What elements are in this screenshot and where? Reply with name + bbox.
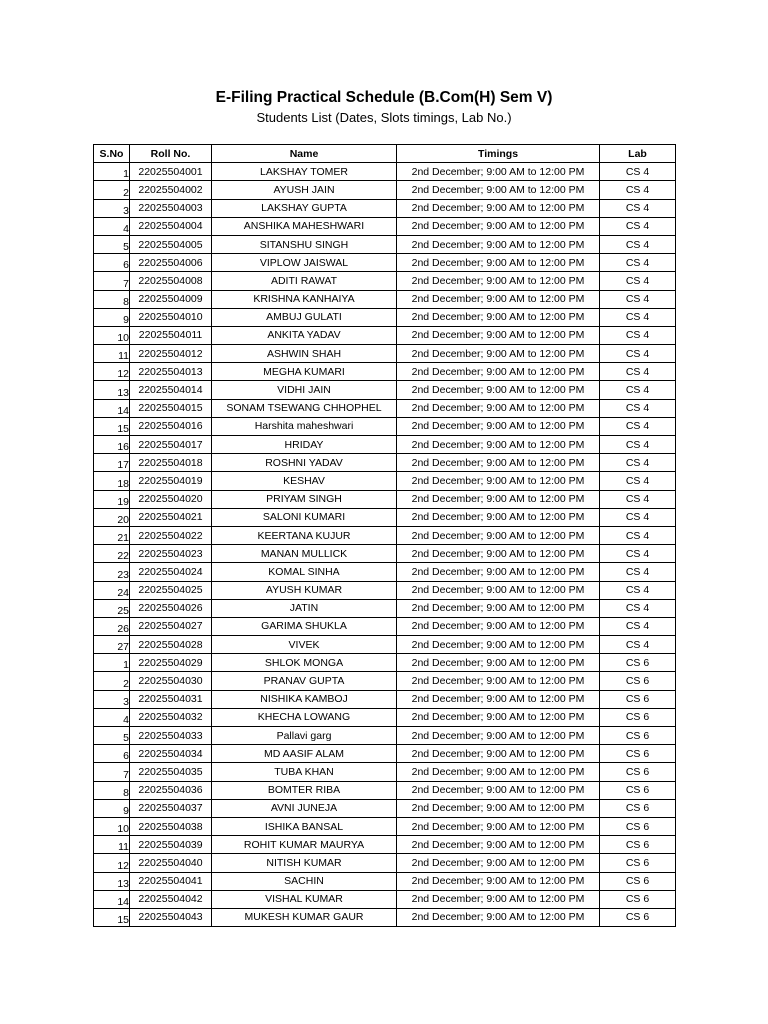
- cell-name: ANSHIKA MAHESHWARI: [212, 217, 397, 235]
- table-row: [94, 617, 676, 635]
- cell-timings: 2nd December; 9:00 AM to 12:00 PM: [397, 654, 600, 672]
- table-row: [94, 836, 676, 854]
- cell-sno: 6: [94, 254, 130, 272]
- table-row: [94, 308, 676, 326]
- cell-roll-no: 22025504028: [130, 636, 212, 654]
- cell-timings: 2nd December; 9:00 AM to 12:00 PM: [397, 563, 600, 581]
- cell-timings: 2nd December; 9:00 AM to 12:00 PM: [397, 417, 600, 435]
- table-row: [94, 654, 676, 672]
- table-row: [94, 781, 676, 799]
- cell-lab: CS 6: [600, 890, 676, 908]
- cell-lab: CS 6: [600, 781, 676, 799]
- cell-sno: 26: [94, 617, 130, 635]
- cell-lab: CS 6: [600, 908, 676, 926]
- cell-roll-no: 22025504012: [130, 345, 212, 363]
- cell-timings: 2nd December; 9:00 AM to 12:00 PM: [397, 508, 600, 526]
- cell-lab: CS 6: [600, 763, 676, 781]
- table-row: [94, 417, 676, 435]
- cell-sno: 5: [94, 727, 130, 745]
- cell-timings: 2nd December; 9:00 AM to 12:00 PM: [397, 326, 600, 344]
- cell-timings: 2nd December; 9:00 AM to 12:00 PM: [397, 890, 600, 908]
- cell-name: HRIDAY: [212, 436, 397, 454]
- cell-timings: 2nd December; 9:00 AM to 12:00 PM: [397, 363, 600, 381]
- cell-name: ANKITA YADAV: [212, 326, 397, 344]
- cell-timings: 2nd December; 9:00 AM to 12:00 PM: [397, 381, 600, 399]
- header-name: Name: [212, 145, 397, 163]
- cell-name: ISHIKA BANSAL: [212, 817, 397, 835]
- cell-timings: 2nd December; 9:00 AM to 12:00 PM: [397, 490, 600, 508]
- cell-roll-no: 22025504024: [130, 563, 212, 581]
- cell-sno: 6: [94, 745, 130, 763]
- cell-sno: 13: [94, 381, 130, 399]
- cell-name: AYUSH KUMAR: [212, 581, 397, 599]
- table-row: [94, 727, 676, 745]
- document-subtitle: Students List (Dates, Slots timings, Lab No.): [256, 110, 512, 125]
- cell-lab: CS 4: [600, 326, 676, 344]
- table-row: [94, 472, 676, 490]
- cell-lab: CS 6: [600, 872, 676, 890]
- cell-roll-no: 22025504001: [130, 163, 212, 181]
- cell-lab: CS 6: [600, 690, 676, 708]
- cell-sno: 21: [94, 526, 130, 544]
- cell-timings: 2nd December; 9:00 AM to 12:00 PM: [397, 254, 600, 272]
- cell-name: SALONI KUMARI: [212, 508, 397, 526]
- cell-name: NITISH KUMAR: [212, 854, 397, 872]
- cell-timings: 2nd December; 9:00 AM to 12:00 PM: [397, 763, 600, 781]
- cell-roll-no: 22025504023: [130, 545, 212, 563]
- cell-lab: CS 4: [600, 345, 676, 363]
- cell-timings: 2nd December; 9:00 AM to 12:00 PM: [397, 908, 600, 926]
- header-row: [94, 145, 676, 163]
- cell-name: KEERTANA KUJUR: [212, 526, 397, 544]
- cell-name: JATIN: [212, 599, 397, 617]
- cell-roll-no: 22025504018: [130, 454, 212, 472]
- cell-timings: 2nd December; 9:00 AM to 12:00 PM: [397, 436, 600, 454]
- cell-name: KOMAL SINHA: [212, 563, 397, 581]
- cell-timings: 2nd December; 9:00 AM to 12:00 PM: [397, 399, 600, 417]
- table-row: [94, 890, 676, 908]
- cell-roll-no: 22025504008: [130, 272, 212, 290]
- cell-sno: 10: [94, 326, 130, 344]
- cell-roll-no: 22025504029: [130, 654, 212, 672]
- cell-sno: 15: [94, 908, 130, 926]
- cell-lab: CS 6: [600, 799, 676, 817]
- cell-roll-no: 22025504021: [130, 508, 212, 526]
- cell-timings: 2nd December; 9:00 AM to 12:00 PM: [397, 708, 600, 726]
- table-row: [94, 454, 676, 472]
- cell-sno: 2: [94, 181, 130, 199]
- cell-timings: 2nd December; 9:00 AM to 12:00 PM: [397, 290, 600, 308]
- cell-sno: 14: [94, 399, 130, 417]
- cell-sno: 23: [94, 563, 130, 581]
- table-row: [94, 581, 676, 599]
- cell-timings: 2nd December; 9:00 AM to 12:00 PM: [397, 636, 600, 654]
- table-row: [94, 217, 676, 235]
- cell-name: TUBA KHAN: [212, 763, 397, 781]
- table-row: [94, 363, 676, 381]
- cell-lab: CS 4: [600, 363, 676, 381]
- cell-lab: CS 4: [600, 235, 676, 253]
- header-timings: Timings: [397, 145, 600, 163]
- cell-roll-no: 22025504005: [130, 235, 212, 253]
- cell-name: VISHAL KUMAR: [212, 890, 397, 908]
- cell-lab: CS 4: [600, 399, 676, 417]
- cell-name: ROHIT KUMAR MAURYA: [212, 836, 397, 854]
- cell-roll-no: 22025504035: [130, 763, 212, 781]
- table-row: [94, 181, 676, 199]
- cell-sno: 3: [94, 199, 130, 217]
- cell-roll-no: 22025504016: [130, 417, 212, 435]
- header-lab: Lab: [600, 145, 676, 163]
- cell-roll-no: 22025504040: [130, 854, 212, 872]
- cell-lab: CS 6: [600, 708, 676, 726]
- table-row: [94, 854, 676, 872]
- cell-name: SITANSHU SINGH: [212, 235, 397, 253]
- cell-sno: 27: [94, 636, 130, 654]
- table-row: [94, 763, 676, 781]
- cell-timings: 2nd December; 9:00 AM to 12:00 PM: [397, 181, 600, 199]
- table-row: [94, 908, 676, 926]
- cell-sno: 15: [94, 417, 130, 435]
- cell-name: SHLOK MONGA: [212, 654, 397, 672]
- cell-name: Harshita maheshwari: [212, 417, 397, 435]
- table-row: [94, 199, 676, 217]
- cell-sno: 13: [94, 872, 130, 890]
- cell-lab: CS 4: [600, 272, 676, 290]
- cell-name: Pallavi garg: [212, 727, 397, 745]
- cell-roll-no: 22025504014: [130, 381, 212, 399]
- cell-lab: CS 4: [600, 636, 676, 654]
- cell-roll-no: 22025504015: [130, 399, 212, 417]
- cell-sno: 14: [94, 890, 130, 908]
- cell-lab: CS 4: [600, 163, 676, 181]
- cell-name: SACHIN: [212, 872, 397, 890]
- cell-name: ASHWIN SHAH: [212, 345, 397, 363]
- cell-name: AYUSH JAIN: [212, 181, 397, 199]
- table-row: [94, 399, 676, 417]
- cell-name: PRANAV GUPTA: [212, 672, 397, 690]
- cell-roll-no: 22025504042: [130, 890, 212, 908]
- cell-lab: CS 4: [600, 417, 676, 435]
- cell-lab: CS 4: [600, 254, 676, 272]
- cell-name: ADITI RAWAT: [212, 272, 397, 290]
- cell-timings: 2nd December; 9:00 AM to 12:00 PM: [397, 672, 600, 690]
- cell-lab: CS 4: [600, 199, 676, 217]
- cell-roll-no: 22025504027: [130, 617, 212, 635]
- cell-sno: 12: [94, 363, 130, 381]
- table-row: [94, 508, 676, 526]
- cell-sno: 11: [94, 345, 130, 363]
- header-roll-no: Roll No.: [130, 145, 212, 163]
- document-title: E-Filing Practical Schedule (B.Com(H) Sem V): [215, 89, 553, 106]
- cell-roll-no: 22025504009: [130, 290, 212, 308]
- cell-lab: CS 4: [600, 181, 676, 199]
- table-row: [94, 235, 676, 253]
- cell-sno: 2: [94, 672, 130, 690]
- cell-sno: 8: [94, 781, 130, 799]
- cell-roll-no: 22025504013: [130, 363, 212, 381]
- cell-lab: CS 4: [600, 526, 676, 544]
- cell-sno: 25: [94, 599, 130, 617]
- cell-sno: 3: [94, 690, 130, 708]
- table-row: [94, 490, 676, 508]
- cell-lab: CS 4: [600, 308, 676, 326]
- cell-timings: 2nd December; 9:00 AM to 12:00 PM: [397, 526, 600, 544]
- cell-lab: CS 4: [600, 472, 676, 490]
- table-row: [94, 545, 676, 563]
- cell-name: PRIYAM SINGH: [212, 490, 397, 508]
- cell-name: NISHIKA KAMBOJ: [212, 690, 397, 708]
- cell-timings: 2nd December; 9:00 AM to 12:00 PM: [397, 799, 600, 817]
- cell-name: KHECHA LOWANG: [212, 708, 397, 726]
- cell-roll-no: 22025504004: [130, 217, 212, 235]
- cell-lab: CS 4: [600, 436, 676, 454]
- table-row: [94, 163, 676, 181]
- cell-sno: 7: [94, 272, 130, 290]
- cell-sno: 10: [94, 817, 130, 835]
- cell-lab: CS 6: [600, 817, 676, 835]
- table-row: [94, 636, 676, 654]
- cell-roll-no: 22025504022: [130, 526, 212, 544]
- table-row: [94, 345, 676, 363]
- cell-sno: 16: [94, 436, 130, 454]
- cell-timings: 2nd December; 9:00 AM to 12:00 PM: [397, 199, 600, 217]
- cell-sno: 9: [94, 799, 130, 817]
- cell-sno: 17: [94, 454, 130, 472]
- cell-timings: 2nd December; 9:00 AM to 12:00 PM: [397, 599, 600, 617]
- cell-roll-no: 22025504036: [130, 781, 212, 799]
- cell-lab: CS 4: [600, 563, 676, 581]
- cell-sno: 9: [94, 308, 130, 326]
- cell-timings: 2nd December; 9:00 AM to 12:00 PM: [397, 872, 600, 890]
- cell-timings: 2nd December; 9:00 AM to 12:00 PM: [397, 217, 600, 235]
- cell-name: AVNI JUNEJA: [212, 799, 397, 817]
- cell-sno: 5: [94, 235, 130, 253]
- cell-roll-no: 22025504041: [130, 872, 212, 890]
- cell-sno: 12: [94, 854, 130, 872]
- cell-lab: CS 4: [600, 581, 676, 599]
- cell-sno: 24: [94, 581, 130, 599]
- table-row: [94, 436, 676, 454]
- cell-timings: 2nd December; 9:00 AM to 12:00 PM: [397, 854, 600, 872]
- cell-name: LAKSHAY GUPTA: [212, 199, 397, 217]
- cell-name: MUKESH KUMAR GAUR: [212, 908, 397, 926]
- cell-roll-no: 22025504020: [130, 490, 212, 508]
- table-body: [94, 163, 676, 927]
- cell-sno: 11: [94, 836, 130, 854]
- table-row: [94, 599, 676, 617]
- schedule-table: [93, 144, 676, 927]
- cell-timings: 2nd December; 9:00 AM to 12:00 PM: [397, 727, 600, 745]
- cell-timings: 2nd December; 9:00 AM to 12:00 PM: [397, 581, 600, 599]
- cell-lab: CS 6: [600, 672, 676, 690]
- cell-sno: 18: [94, 472, 130, 490]
- cell-roll-no: 22025504003: [130, 199, 212, 217]
- cell-name: GARIMA SHUKLA: [212, 617, 397, 635]
- table-row: [94, 381, 676, 399]
- cell-roll-no: 22025504033: [130, 727, 212, 745]
- cell-timings: 2nd December; 9:00 AM to 12:00 PM: [397, 817, 600, 835]
- cell-roll-no: 22025504043: [130, 908, 212, 926]
- cell-lab: CS 4: [600, 290, 676, 308]
- cell-lab: CS 4: [600, 217, 676, 235]
- cell-roll-no: 22025504011: [130, 326, 212, 344]
- cell-roll-no: 22025504019: [130, 472, 212, 490]
- cell-sno: 8: [94, 290, 130, 308]
- cell-lab: CS 4: [600, 381, 676, 399]
- cell-roll-no: 22025504034: [130, 745, 212, 763]
- cell-name: LAKSHAY TOMER: [212, 163, 397, 181]
- table-row: [94, 672, 676, 690]
- cell-name: MANAN MULLICK: [212, 545, 397, 563]
- cell-timings: 2nd December; 9:00 AM to 12:00 PM: [397, 345, 600, 363]
- cell-timings: 2nd December; 9:00 AM to 12:00 PM: [397, 836, 600, 854]
- cell-roll-no: 22025504026: [130, 599, 212, 617]
- cell-name: ROSHNI YADAV: [212, 454, 397, 472]
- cell-timings: 2nd December; 9:00 AM to 12:00 PM: [397, 781, 600, 799]
- cell-name: MD AASIF ALAM: [212, 745, 397, 763]
- table-row: [94, 254, 676, 272]
- cell-timings: 2nd December; 9:00 AM to 12:00 PM: [397, 454, 600, 472]
- cell-sno: 4: [94, 217, 130, 235]
- cell-lab: CS 6: [600, 836, 676, 854]
- cell-timings: 2nd December; 9:00 AM to 12:00 PM: [397, 472, 600, 490]
- cell-sno: 1: [94, 654, 130, 672]
- cell-sno: 4: [94, 708, 130, 726]
- cell-timings: 2nd December; 9:00 AM to 12:00 PM: [397, 272, 600, 290]
- table-row: [94, 745, 676, 763]
- cell-roll-no: 22025504039: [130, 836, 212, 854]
- cell-lab: CS 6: [600, 727, 676, 745]
- cell-timings: 2nd December; 9:00 AM to 12:00 PM: [397, 308, 600, 326]
- cell-roll-no: 22025504037: [130, 799, 212, 817]
- table-row: [94, 526, 676, 544]
- cell-name: MEGHA KUMARI: [212, 363, 397, 381]
- cell-lab: CS 6: [600, 654, 676, 672]
- cell-roll-no: 22025504017: [130, 436, 212, 454]
- cell-roll-no: 22025504038: [130, 817, 212, 835]
- table-row: [94, 272, 676, 290]
- cell-sno: 1: [94, 163, 130, 181]
- table-row: [94, 290, 676, 308]
- cell-timings: 2nd December; 9:00 AM to 12:00 PM: [397, 745, 600, 763]
- cell-timings: 2nd December; 9:00 AM to 12:00 PM: [397, 617, 600, 635]
- cell-roll-no: 22025504031: [130, 690, 212, 708]
- cell-lab: CS 4: [600, 508, 676, 526]
- cell-name: VIVEK: [212, 636, 397, 654]
- cell-name: KESHAV: [212, 472, 397, 490]
- table-row: [94, 563, 676, 581]
- cell-timings: 2nd December; 9:00 AM to 12:00 PM: [397, 690, 600, 708]
- cell-name: BOMTER RIBA: [212, 781, 397, 799]
- cell-name: KRISHNA KANHAIYA: [212, 290, 397, 308]
- cell-lab: CS 4: [600, 490, 676, 508]
- table-row: [94, 872, 676, 890]
- cell-roll-no: 22025504030: [130, 672, 212, 690]
- table-header: [94, 145, 676, 163]
- cell-lab: CS 6: [600, 854, 676, 872]
- cell-name: VIPLOW JAISWAL: [212, 254, 397, 272]
- cell-timings: 2nd December; 9:00 AM to 12:00 PM: [397, 163, 600, 181]
- cell-name: SONAM TSEWANG CHHOPHEL: [212, 399, 397, 417]
- cell-sno: 22: [94, 545, 130, 563]
- cell-roll-no: 22025504010: [130, 308, 212, 326]
- cell-lab: CS 4: [600, 617, 676, 635]
- table-row: [94, 799, 676, 817]
- cell-lab: CS 4: [600, 545, 676, 563]
- cell-lab: CS 4: [600, 454, 676, 472]
- cell-sno: 19: [94, 490, 130, 508]
- cell-lab: CS 6: [600, 745, 676, 763]
- table-row: [94, 690, 676, 708]
- cell-roll-no: 22025504006: [130, 254, 212, 272]
- cell-roll-no: 22025504002: [130, 181, 212, 199]
- table-row: [94, 326, 676, 344]
- cell-lab: CS 4: [600, 599, 676, 617]
- cell-roll-no: 22025504025: [130, 581, 212, 599]
- cell-timings: 2nd December; 9:00 AM to 12:00 PM: [397, 235, 600, 253]
- cell-timings: 2nd December; 9:00 AM to 12:00 PM: [397, 545, 600, 563]
- cell-sno: 7: [94, 763, 130, 781]
- cell-sno: 20: [94, 508, 130, 526]
- header-sno: S.No: [94, 145, 130, 163]
- cell-name: AMBUJ GULATI: [212, 308, 397, 326]
- cell-roll-no: 22025504032: [130, 708, 212, 726]
- table-row: [94, 817, 676, 835]
- table-row: [94, 708, 676, 726]
- cell-name: VIDHI JAIN: [212, 381, 397, 399]
